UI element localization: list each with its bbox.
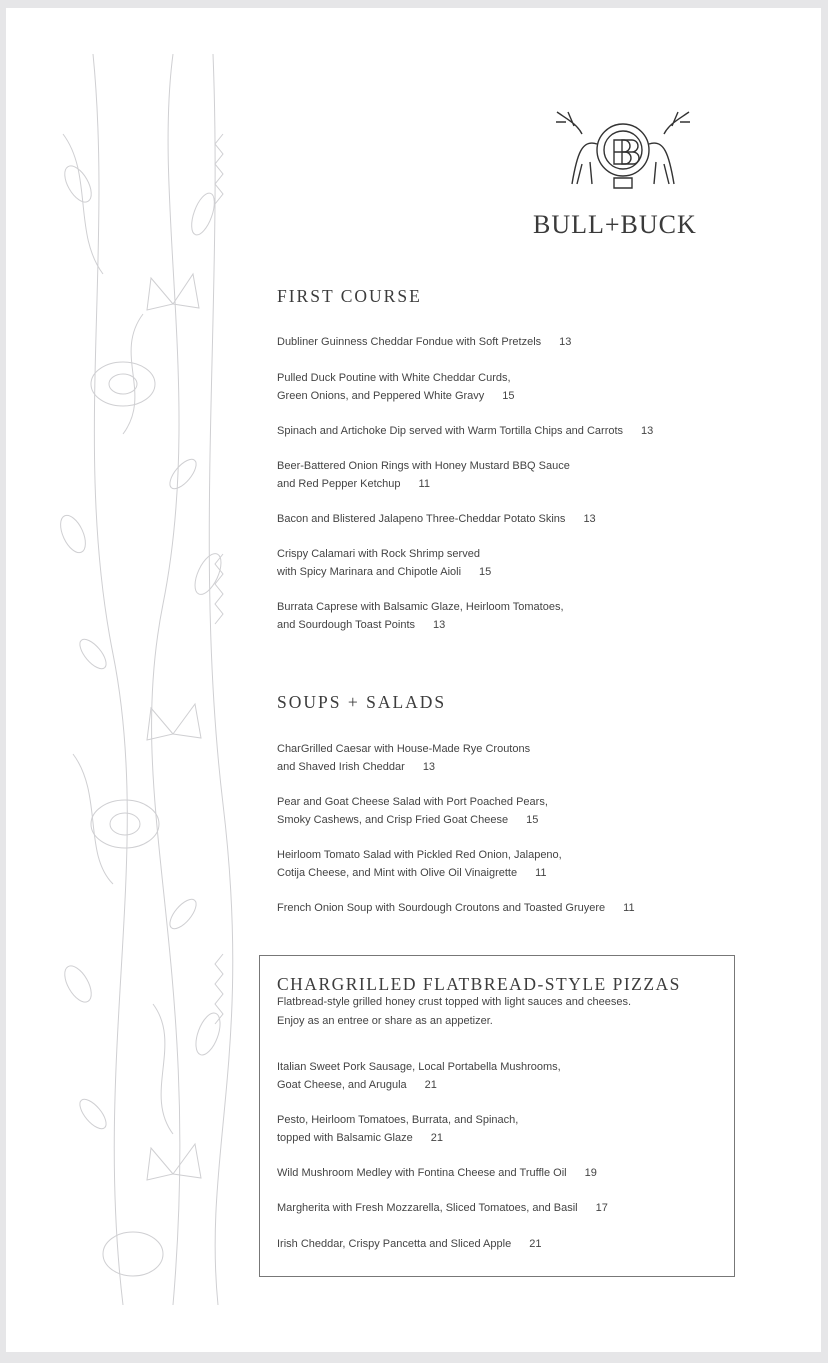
- menu-page: [6, 8, 821, 1352]
- pizzas-intro-line: Enjoy as an entree or share as an appetizer.: [277, 1015, 493, 1027]
- pizzas-intro-line: Flatbread-style grilled honey crust topped with light sauces and cheeses.: [277, 996, 632, 1008]
- item-price: 13: [433, 618, 446, 631]
- brand-name: BULL+BUCK: [533, 210, 697, 239]
- menu-item: Crispy Calamari with Rock Shrimp served with Spicy Marinara and Chipotle Aioli 15: [277, 548, 492, 578]
- item-price: 11: [535, 866, 547, 879]
- soups-salads-title: SOUPS + SALADS: [277, 692, 447, 712]
- floral-border-illustration: [53, 54, 237, 1305]
- item-price: 13: [422, 760, 436, 773]
- menu-item: Burrata Caprese with Balsamic Glaze, Heirloom Tomatoes, and Sourdough Toast Points 13: [277, 601, 564, 631]
- menu-item: Wild Mushroom Medley with Fontina Cheese and Truffle Oil 19: [277, 1167, 597, 1179]
- menu-item: Dubliner Guinness Cheddar Fondue with Soft Pretzels 13: [277, 336, 572, 348]
- item-price: 15: [526, 813, 539, 826]
- menu-item: Beer-Battered Onion Rings with Honey Mustard BBQ Sauce and Red Pepper Ketchup 11: [277, 460, 570, 490]
- first-course-title: FIRST COURSE: [277, 286, 422, 306]
- item-price: 21: [529, 1238, 542, 1250]
- menu-item: CharGrilled Caesar with House-Made Rye Croutons and Shaved Irish Cheddar 13: [277, 743, 531, 773]
- menu-item: French Onion Soup with Sourdough Croutons and Toasted Gruyere 11: [277, 902, 635, 914]
- menu-item: Heirloom Tomato Salad with Pickled Red Onion, Jalapeno, Cotija Cheese, and Mint with Olive Oil Vinaigrette 11: [277, 849, 562, 879]
- item-price: 11: [418, 477, 430, 490]
- menu-item: Margherita with Fresh Mozzarella, Sliced Tomatoes, and Basil 17: [277, 1202, 608, 1214]
- item-price: 11: [623, 902, 635, 914]
- stag-crest-logo-icon: [552, 104, 694, 200]
- item-price: 19: [584, 1167, 597, 1179]
- item-price: 17: [595, 1202, 608, 1214]
- item-price: 21: [424, 1078, 437, 1091]
- menu-item: Irish Cheddar, Crispy Pancetta and Sliced Apple 21: [277, 1238, 542, 1250]
- item-price: 15: [479, 565, 492, 578]
- menu-item: Spinach and Artichoke Dip served with Warm Tortilla Chips and Carrots 13: [277, 425, 654, 437]
- menu-item: Pesto, Heirloom Tomatoes, Burrata, and Spinach, topped with Balsamic Glaze 21: [277, 1114, 519, 1144]
- menu-item: Bacon and Blistered Jalapeno Three-Cheddar Potato Skins 13: [277, 513, 596, 525]
- menu-item: Pear and Goat Cheese Salad with Port Poached Pears, Smoky Cashews, and Crisp Fried Goat Cheese 15: [277, 796, 548, 826]
- item-price: 13: [559, 336, 572, 348]
- menu-item: Italian Sweet Pork Sausage, Local Portabella Mushrooms, Goat Cheese, and Arugula 21: [277, 1061, 561, 1091]
- menu-item: Pulled Duck Poutine with White Cheddar Curds, Green Onions, and Peppered White Gravy 15: [277, 372, 515, 402]
- item-price: 21: [430, 1131, 443, 1144]
- item-price: 15: [502, 389, 515, 402]
- item-price: 13: [583, 513, 596, 525]
- pizzas-title: CHARGRILLED FLATBREAD-STYLE PIZZAS: [277, 974, 681, 994]
- item-price: 13: [641, 425, 654, 437]
